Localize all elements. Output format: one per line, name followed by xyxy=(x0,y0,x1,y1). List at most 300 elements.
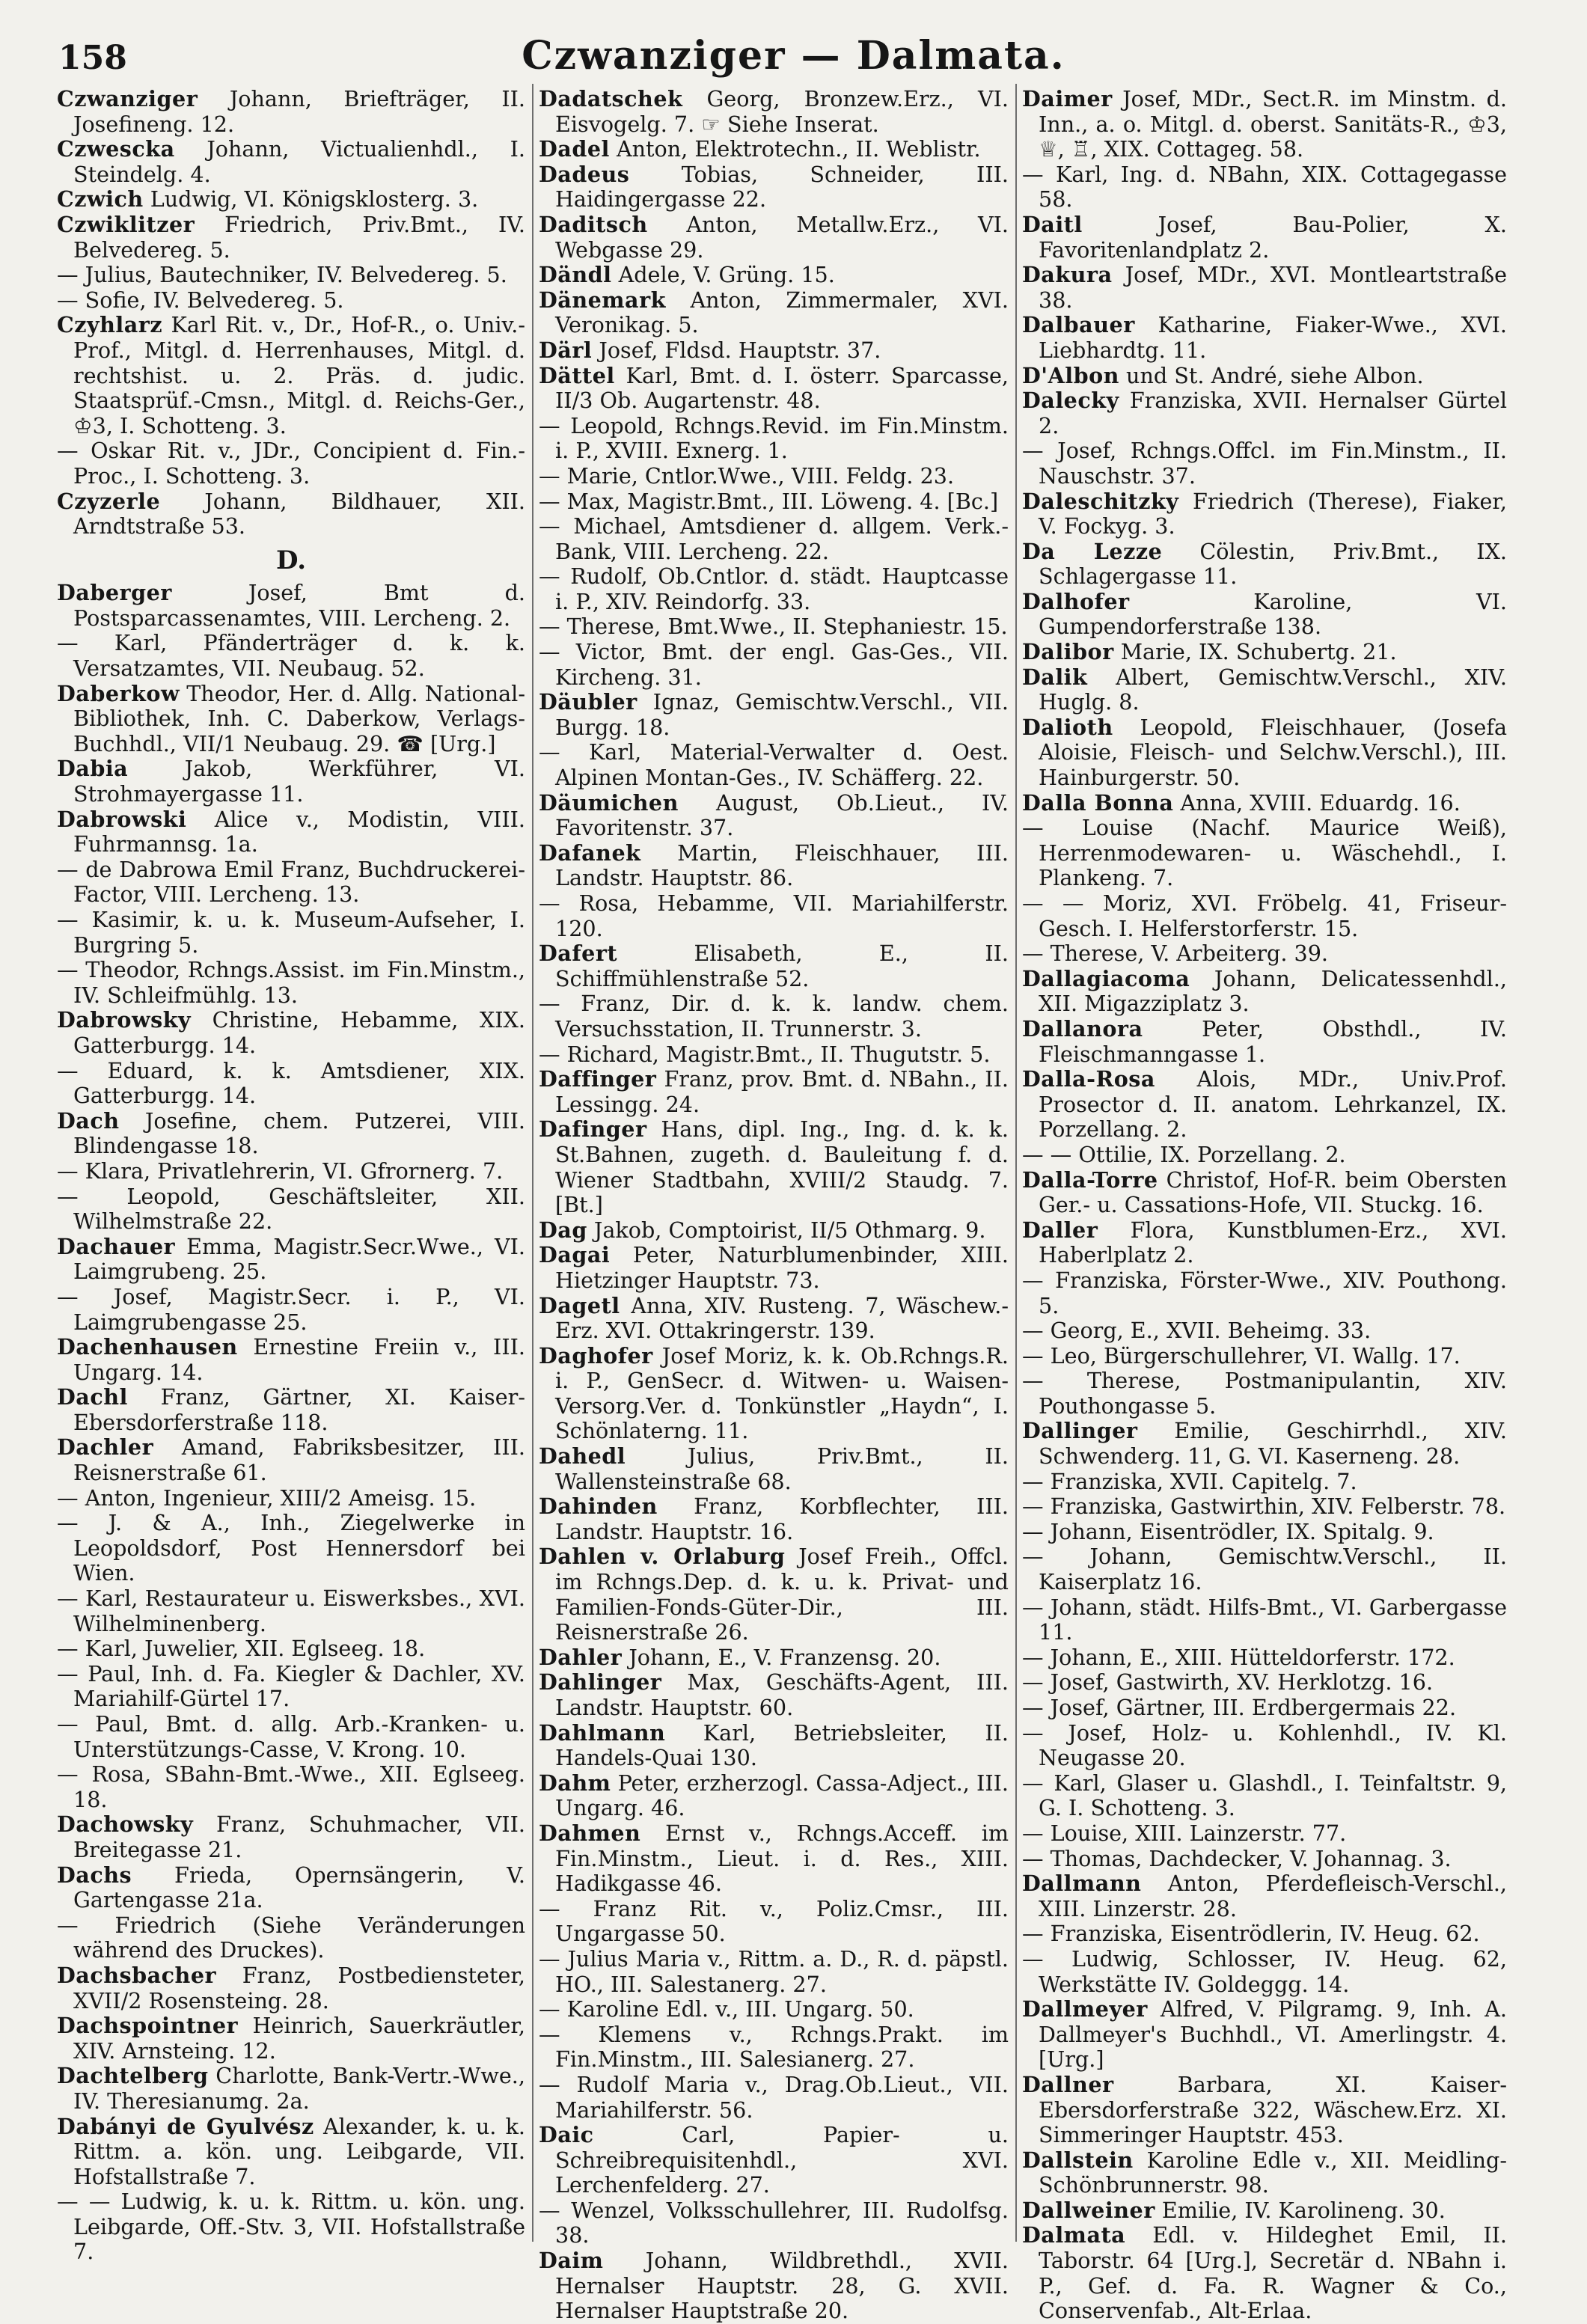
directory-entry xyxy=(539,1294,1009,1344)
entry-details: Franz, prov. Bmt. d. NBahn., II. Lessingg. 24. xyxy=(555,1066,1009,1117)
entry-details: — Leopold, Rchngs.Revid. im Fin.Minstm. i. P., XVIII. Exnerg. 1. xyxy=(539,412,1009,464)
entry-details: — Rudolf, Ob.Cntlor. d. städt. Hauptcasse i. P., XIV. Reindorfg. 33. xyxy=(539,563,1009,614)
entry-surname: Daghofer xyxy=(539,1342,653,1369)
entry-details: Emma, Magistr.Secr.Wwe., VI. Laimgrubeng. 25. xyxy=(73,1233,526,1285)
directory-entry xyxy=(539,841,1009,891)
entry-details: — Franziska, XVII. Capitelg. 7. xyxy=(1022,1468,1357,1494)
entry-details: — Therese, Bmt.Wwe., II. Stephaniestr. 15. xyxy=(539,614,1008,640)
directory-entry xyxy=(57,1636,525,1662)
entry-details: — Karl, Ing. d. NBahn, XIX. Cottagegasse 58. xyxy=(1022,161,1507,212)
entry-surname: Dändl xyxy=(539,262,612,288)
entry-details: — Johann, Gemischtw.Verschl., II. Kaiserplatz 16. xyxy=(1022,1544,1507,1595)
directory-entry xyxy=(1022,1494,1507,1520)
directory-entry xyxy=(1022,313,1507,363)
entry-details: Karoline Edle v., XII. Meidling-Schönbrunnerstr. 98. xyxy=(1039,2147,1507,2198)
directory-entry xyxy=(1022,87,1507,162)
entry-details: Georg, Bronzew.Erz., VI. Eisvogelg. 7. ☞ Siehe Inserat. xyxy=(555,86,1009,137)
directory-entry xyxy=(1022,388,1507,438)
entry-surname: Dafert xyxy=(539,941,618,967)
page-title: Czwanziger — Dalmata. xyxy=(522,33,1065,79)
directory-entry xyxy=(539,263,1009,288)
directory-entry xyxy=(57,1586,525,1636)
entry-surname: Dabrowski xyxy=(57,806,187,832)
entry-details: Katharine, Fiaker-Wwe., XVI. Liebhardtg. 11. xyxy=(1039,312,1507,363)
column-3 xyxy=(1022,86,1508,2324)
entry-details: — Franziska, Eisentrödlerin, IV. Heug. 62. xyxy=(1022,1921,1480,1947)
entry-details: Martin, Fleischhauer, III. Landstr. Hauptstr. 86. xyxy=(555,840,1009,891)
entry-details: Friedrich, Priv.Bmt., IV. Belvedereg. 5. xyxy=(73,211,526,263)
entry-surname: Dahedl xyxy=(539,1443,626,1470)
entry-details: Anna, XIV. Rusteng. 7, Wäschew.-Erz. XVI. Ottakringerstr. 139. xyxy=(555,1292,1009,1344)
entry-details: Hans, dipl. Ing., Ing. d. k. k. St.Bahnen, zugeth. d. Bauleitung f. d. Wiener Stadtbahn, XVIII/2 Staudg. 7. [Bt.] xyxy=(555,1116,1009,1218)
entry-details: Ludwig, VI. Königsklosterg. 3. xyxy=(150,186,479,212)
entry-surname: Daberger xyxy=(57,580,172,606)
entry-surname: Czwiklitzer xyxy=(57,211,195,237)
entry-details: — Louise, XIII. Lainzerstr. 77. xyxy=(1022,1820,1347,1846)
directory-entry xyxy=(1022,1821,1507,1847)
entry-details: — Kasimir, k. u. k. Museum-Aufseher, I. Burgring 5. xyxy=(57,907,525,958)
entry-surname: Dabányi de Gyulvész xyxy=(57,2113,314,2139)
entry-surname: Dänemark xyxy=(539,287,666,313)
directory-entry xyxy=(57,1963,525,2013)
entry-details: Max, Geschäfts-Agent, III. Landstr. Hauptstr. 60. xyxy=(555,1669,1009,1720)
entry-details: Flora, Kunstblumen-Erz., XVI. Haberlplatz 2. xyxy=(1039,1217,1507,1268)
entry-details: Johann, E., V. Franzensg. 20. xyxy=(629,1644,941,1670)
directory-entry xyxy=(1022,1544,1507,1594)
directory-entry xyxy=(57,1762,525,1812)
entry-details: — Josef, Holz- u. Kohlenhdl., IV. Kl. Neugasse 20. xyxy=(1022,1719,1507,1771)
entry-surname: Dalecky xyxy=(1022,388,1119,414)
entry-details: Cölestin, Priv.Bmt., IX. Schlagergasse 11. xyxy=(1039,538,1507,590)
entry-surname: Dachspointner xyxy=(57,2013,239,2039)
directory-entry xyxy=(1022,1520,1507,1545)
entry-surname: Dachauer xyxy=(57,1233,176,1259)
directory-entry xyxy=(539,740,1009,790)
entry-surname: Dahmen xyxy=(539,1820,641,1846)
entry-details: — Wenzel, Volksschullehrer, III. Rudolfsg. 38. xyxy=(539,2197,1009,2248)
entry-surname: Dagai xyxy=(539,1242,611,1268)
entry-details: Ernestine Freiin v., III. Ungarg. 14. xyxy=(73,1334,526,1385)
entry-surname: Dallstein xyxy=(1022,2147,1134,2173)
directory-entry xyxy=(539,514,1009,564)
entry-details: — Leo, Bürgerschullehrer, VI. Wallg. 17. xyxy=(1022,1342,1461,1369)
directory-entry xyxy=(539,1997,1009,2022)
entry-surname: Czwescka xyxy=(57,136,175,162)
directory-entry xyxy=(1022,489,1507,539)
entry-surname: Dabrowsky xyxy=(57,1007,192,1033)
directory-entry xyxy=(57,87,525,137)
directory-entry xyxy=(57,1385,525,1435)
directory-entry xyxy=(57,438,525,489)
entry-details: Franz, Gärtner, XI. Kaiser-Ebersdorferstraße 118. xyxy=(73,1384,525,1435)
entry-surname: Därl xyxy=(539,337,593,363)
entry-details: Karoline, VI. Gumpendorferstraße 138. xyxy=(1039,588,1507,640)
directory-entry xyxy=(1022,2198,1507,2224)
directory-entry xyxy=(539,1243,1009,1293)
directory-entry xyxy=(57,1059,525,1109)
entry-details: Peter, Obsthdl., IV. Fleischmanngasse 1. xyxy=(1039,1015,1507,1067)
directory-entry xyxy=(57,1109,525,1159)
directory-entry xyxy=(57,807,525,857)
entry-surname: Dagetl xyxy=(539,1292,620,1318)
directory-entry xyxy=(1022,539,1507,590)
entry-surname: Dallmeyer xyxy=(1022,1996,1148,2022)
directory-entry xyxy=(1022,665,1507,715)
directory-entry xyxy=(1022,1470,1507,1495)
directory-entry xyxy=(539,941,1009,991)
directory-entry xyxy=(57,1486,525,1511)
entry-details: Christof, Hof-R. beim Obersten Ger.- u. Cassations-Hofe, VII. Stuckg. 16. xyxy=(1039,1166,1507,1218)
entry-details: — Rosa, SBahn-Bmt.-Wwe., XII. Eglseeg. 18. xyxy=(57,1761,525,1812)
directory-entry xyxy=(1022,2073,1507,2148)
entry-surname: Dachtelberg xyxy=(57,2063,209,2089)
entry-details: Johann, Victualienhdl., I. Steindelg. 4. xyxy=(73,136,525,187)
directory-entry xyxy=(57,1662,525,1712)
directory-entry xyxy=(1022,1847,1507,1872)
directory-entry xyxy=(539,690,1009,740)
entry-surname: Daberkow xyxy=(57,680,180,706)
directory-entry xyxy=(1022,162,1507,212)
entry-details: — Johann, städt. Hilfs-Bmt., VI. Garbergasse 11. xyxy=(1022,1594,1507,1645)
directory-entry xyxy=(57,1435,525,1485)
entry-surname: Dalibor xyxy=(1022,639,1114,665)
page-number: 158 xyxy=(58,39,127,77)
directory-entry xyxy=(57,1235,525,1285)
directory-entry xyxy=(1022,640,1507,665)
entry-details: — Karl, Material-Verwalter d. Oest. Alpinen Montan-Ges., IV. Schäfferg. 22. xyxy=(539,739,1009,791)
entry-surname: Dallweiner xyxy=(1022,2197,1155,2223)
entry-details: Alice v., Modistin, VIII. Fuhrmannsg. 1a. xyxy=(73,806,525,857)
directory-entry xyxy=(1022,1218,1507,1268)
directory-entry xyxy=(57,313,525,438)
entry-details: Josef, Fldsd. Hauptstr. 37. xyxy=(599,337,881,363)
entry-surname: Daditsch xyxy=(539,211,648,237)
entry-details: Christine, Hebamme, XIX. Gatterburgg. 14. xyxy=(73,1007,525,1058)
directory-entry xyxy=(1022,438,1507,489)
directory-entry xyxy=(1022,2223,1507,2323)
entry-details: Johann, Bildhauer, XII. Arndtstraße 53. xyxy=(73,488,526,539)
entry-surname: Dallner xyxy=(1022,2071,1114,2097)
entry-details: Adele, V. Grüng. 15. xyxy=(618,262,835,288)
entry-details: Josef Freih., Offcl. im Rchngs.Dep. d. k. u. k. Privat- und Familien-Fonds-Güter-Dir., III. Reisnerstraße 26. xyxy=(555,1544,1009,1645)
entry-details: Karl, Bmt. d. I. österr. Sparcasse, II/3 Ob. Augartenstr. 48. xyxy=(555,362,1009,414)
directory-entry xyxy=(1022,1871,1507,1921)
entry-details: Friedrich (Therese), Fiaker, V. Fockyg. 3. xyxy=(1039,488,1507,539)
entry-details: Edl. v. Hildeghet Emil, II. Taborstr. 64 [Urg.], Secretär d. NBahn i. P., Gef. d. Fa. R. Wagner & Co., Conservenfab., Alt-Erlaa. xyxy=(1039,2222,1507,2324)
entry-details: Franziska, XVII. Hernalser Gürtel 2. xyxy=(1039,388,1508,438)
entry-details: Johann, Delicatessenhdl., XII. Migazziplatz 3. xyxy=(1039,965,1507,1017)
entry-details: Amand, Fabriksbesitzer, III. Reisnerstraße 61. xyxy=(73,1434,525,1486)
directory-entry xyxy=(57,1863,525,1913)
entry-surname: Däubler xyxy=(539,689,637,715)
entry-surname: Dafinger xyxy=(539,1116,647,1143)
directory-entry xyxy=(1022,1595,1507,1645)
directory-entry xyxy=(539,614,1009,640)
entry-surname: Dättel xyxy=(539,362,615,388)
entry-details: Leopold, Fleischhauer, (Josefa Aloisie, Fleisch- und Selchw.Verschl.), III. Hainburgerstr. 50. xyxy=(1039,714,1507,791)
entry-surname: Daimer xyxy=(1022,86,1113,111)
entry-details: Franz, Schuhmacher, VII. Breitegasse 21. xyxy=(73,1811,525,1862)
directory-entry xyxy=(1022,1318,1507,1344)
directory-entry xyxy=(539,1544,1009,1645)
entry-details: Tobias, Schneider, III. Haidingergasse 22. xyxy=(555,161,1009,212)
entry-details: Frieda, Opernsängerin, V. Gartengasse 21a. xyxy=(73,1862,526,1913)
directory-entry xyxy=(57,1913,525,1963)
entry-surname: Dachsbacher xyxy=(57,1962,217,1988)
entry-details: Josef, MDr., Sect.R. im Minstm. d. Inn., a. o. Mitgl. d. oberst. Sanitäts-R., ♔3, ♕, ♖, XIX. Cottageg. 58. xyxy=(1039,86,1507,162)
entry-surname: Daim xyxy=(539,2248,604,2274)
entry-details: Theodor, Her. d. Allg. National-Bibliothek, Inh. C. Daberkow, Verlags-Buchhdl., VII/1 Neubaug. 29. ☎ [Urg.] xyxy=(73,680,525,756)
entry-surname: Dalioth xyxy=(1022,714,1113,740)
entry-details: — Richard, Magistr.Bmt., II. Thugutstr. 5. xyxy=(539,1041,991,1067)
entry-details: — Friedrich (Siehe Veränderungen während des Druckes). xyxy=(57,1912,525,1963)
entry-details: — Josef, Rchngs.Offcl. im Fin.Minstm., II. Nauschstr. 37. xyxy=(1022,438,1507,489)
entry-details: Emilie, IV. Karolineng. 30. xyxy=(1161,2197,1446,2223)
entry-details: Alois, MDr., Univ.Prof. Prosector d. II. anatom. Lehrkanzel, IX. Porzellang. 2. xyxy=(1039,1066,1508,1143)
directory-entry xyxy=(539,1670,1009,1720)
entry-details: August, Ob.Lieut., IV. Favoritenstr. 37. xyxy=(555,789,1009,841)
entry-surname: Dach xyxy=(57,1107,120,1134)
directory-entry xyxy=(57,1008,525,1058)
entry-details: Julius, Priv.Bmt., II. Wallensteinstraße 68. xyxy=(555,1443,1009,1494)
entry-details: — Theodor, Rchngs.Assist. im Fin.Minstm., IV. Schleifmühlg. 13. xyxy=(57,957,525,1008)
directory-entry xyxy=(539,1897,1009,1947)
directory-entry xyxy=(57,2064,525,2114)
directory-entry xyxy=(1022,1143,1507,1168)
entry-surname: Czyhlarz xyxy=(57,312,163,338)
entry-surname: D'Albon xyxy=(1022,362,1119,388)
entry-details: Anna, XVIII. Eduardg. 16. xyxy=(1180,789,1461,816)
entry-details: Johann, Wildbrethdl., XVII. Hernalser Hauptstr. 28, G. XVII. Hernalser Hauptstraße 20. xyxy=(555,2248,1009,2324)
entry-details: — Franz, Dir. d. k. k. landw. chem. Versuchsstation, II. Trunnerstr. 3. xyxy=(539,991,1009,1042)
entry-details: — — Ottilie, IX. Porzellang. 2. xyxy=(1022,1141,1346,1167)
directory-entry xyxy=(1022,1017,1507,1067)
entry-details: Alexander, k. u. k. Rittm. a. kön. ung. Leibgarde, VII. Hofstallstraße 7. xyxy=(73,2113,526,2189)
directory-entry xyxy=(539,1494,1009,1544)
entry-details: — Victor, Bmt. der engl. Gas-Ges., VII. Kircheng. 31. xyxy=(539,639,1009,690)
entry-details: — Franz Rit. v., Poliz.Cmsr., III. Ungargasse 50. xyxy=(539,1895,1009,1947)
directory-entry xyxy=(1022,263,1507,313)
directory-entry xyxy=(539,2248,1009,2324)
entry-details: — Karoline Edl. v., III. Ungarg. 50. xyxy=(539,1996,914,2022)
directory-entry xyxy=(539,1117,1009,1217)
directory-entry xyxy=(539,288,1009,338)
directory-entry xyxy=(57,1335,525,1385)
directory-entry xyxy=(539,364,1009,414)
entry-surname: Dalik xyxy=(1022,664,1088,690)
directory-entry xyxy=(57,908,525,958)
directory-entry xyxy=(1022,1268,1507,1318)
directory-entry xyxy=(539,1344,1009,1444)
directory-entry xyxy=(57,857,525,908)
column-1 xyxy=(57,86,526,2265)
entry-details: Josef Moriz, k. k. Ob.Rchngs.R. i. P., GenSecr. d. Witwen- u. Waisen-Versorg.Ver. d. Tonkünstler „Haydn“, I. Schönlaterng. 11. xyxy=(555,1342,1009,1444)
entry-details: Ernst v., Rchngs.Acceff. im Fin.Minstm., Lieut. i. d. Res., XIII. Hadikgasse 46. xyxy=(555,1820,1009,1897)
entry-details: — — Moriz, XVI. Fröbelg. 41, Friseur-Gesch. I. Helferstorferstr. 15. xyxy=(1022,890,1507,941)
directory-entry xyxy=(539,2022,1009,2073)
entry-surname: Czwich xyxy=(57,186,144,212)
entry-surname: Dadel xyxy=(539,136,610,162)
directory-entry xyxy=(1022,1168,1507,1218)
directory-entry xyxy=(539,1218,1009,1244)
directory-entry xyxy=(539,791,1009,841)
directory-entry xyxy=(539,1947,1009,1997)
entry-details: Emilie, Geschirrhdl., XIV. Schwenderg. 11, G. VI. Kaserneng. 28. xyxy=(1039,1418,1507,1470)
entry-details: Karl, Betriebsleiter, II. Handels-Quai 130. xyxy=(555,1719,1009,1771)
directory-entry xyxy=(1022,715,1507,791)
entry-surname: Dallagiacoma xyxy=(1022,965,1190,991)
entry-details: — Karl, Juwelier, XII. Eglseeg. 18. xyxy=(57,1636,426,1662)
entry-surname: Dalla Bonna xyxy=(1022,789,1174,816)
directory-entry xyxy=(539,414,1009,464)
entry-details: Anton, Metallw.Erz., VI. Webgasse 29. xyxy=(555,211,1009,263)
entry-details: Franz, Korbflechter, III. Landstr. Hauptstr. 16. xyxy=(555,1493,1009,1544)
directory-entry xyxy=(57,1184,525,1235)
entry-surname: Dadeus xyxy=(539,161,630,187)
directory-entry xyxy=(1022,1947,1507,1997)
entry-details: — J. & A., Inh., Ziegelwerke in Leopoldsdorf, Post Hennersdorf bei Wien. xyxy=(57,1510,525,1586)
entry-details: Karl Rit. v., Dr., Hof-R., o. Univ.-Prof., Mitgl. d. Herrenhauses, Mitgl. d. rechtshist. u. 2. Präs. d. judic. Staatsprüf.-Cmsn., Mitgl. d. Reichs-Ger., ♔3, I. Schotteng. 3. xyxy=(73,312,525,438)
directory-entry xyxy=(57,1511,525,1586)
directory-entry xyxy=(1022,1721,1507,1771)
entry-details: — Karl, Restaurateur u. Eiswerksbes., XVI. Wilhelminenberg. xyxy=(57,1585,525,1636)
column-divider xyxy=(1015,84,1017,2242)
directory-entry xyxy=(1022,590,1507,640)
entry-details: — Georg, E., XVII. Beheimg. 33. xyxy=(1022,1318,1372,1344)
entry-surname: Dahlinger xyxy=(539,1669,662,1695)
directory-entry xyxy=(539,162,1009,212)
entry-details: Heinrich, Sauerkräutler, XIV. Arnsteing. 12. xyxy=(73,2013,525,2064)
entry-details: — Klara, Privatlehrerin, VI. Gfrornerg. 7. xyxy=(57,1158,504,1184)
entry-details: Johann, Briefträger, II. Josefineng. 12. xyxy=(73,86,526,137)
entry-surname: Däumichen xyxy=(539,789,679,816)
directory-entry xyxy=(57,2013,525,2064)
entry-surname: Dallanora xyxy=(1022,1015,1143,1042)
entry-surname: Czwanziger xyxy=(57,86,198,111)
directory-entry xyxy=(539,464,1009,489)
entry-details: Carl, Papier- u. Schreibrequisitenhdl., XVI. Lerchenfelderg. 27. xyxy=(555,2122,1009,2198)
entry-surname: Dahm xyxy=(539,1770,611,1796)
directory-entry xyxy=(57,581,525,631)
entry-surname: Dabia xyxy=(57,756,129,782)
directory-entry xyxy=(1022,1344,1507,1369)
entry-details: — Therese, Postmanipulantin, XIV. Pouthongasse 5. xyxy=(1022,1368,1507,1419)
directory-entry xyxy=(1022,791,1507,816)
directory-entry xyxy=(539,991,1009,1042)
directory-entry xyxy=(539,489,1009,515)
directory-entry xyxy=(57,489,525,539)
entry-surname: Dadatschek xyxy=(539,86,683,111)
entry-details: — Klemens v., Rchngs.Prakt. im Fin.Minstm., III. Salesianerg. 27. xyxy=(539,2021,1009,2073)
entry-details: — Karl, Glaser u. Glashdl., I. Teinfaltstr. 9, G. I. Schotteng. 3. xyxy=(1022,1770,1507,1821)
entry-details: Elisabeth, E., II. Schiffmühlenstraße 52. xyxy=(555,941,1009,991)
entry-surname: Czyzerle xyxy=(57,488,161,514)
directory-entry xyxy=(1022,941,1507,967)
directory-entry xyxy=(1022,1771,1507,1821)
directory-entry xyxy=(57,2189,525,2265)
directory-entry xyxy=(539,1444,1009,1494)
entry-details: — — Ludwig, k. u. k. Rittm. u. kön. ung. Leibgarde, Off.-Stv. 3, VII. Hofstallstraße 7. xyxy=(57,2189,525,2265)
entry-surname: Dalhofer xyxy=(1022,588,1130,614)
entry-details: Charlotte, Bank-Vertr.-Wwe., IV. Theresianumg. 2a. xyxy=(73,2063,525,2114)
entry-details: Josef, Bau-Polier, X. Favoritenlandplatz 2. xyxy=(1039,211,1508,263)
entry-surname: Da Lezze xyxy=(1022,538,1163,564)
entry-details: und St. André, siehe Albon. xyxy=(1126,362,1424,388)
entry-surname: Dallinger xyxy=(1022,1418,1138,1444)
directory-entry xyxy=(57,288,525,314)
entry-surname: Dachowsky xyxy=(57,1811,194,1838)
entry-details: — Therese, V. Arbeiterg. 39. xyxy=(1022,941,1329,967)
directory-entry xyxy=(539,2198,1009,2248)
directory-entry xyxy=(1022,816,1507,891)
section-heading: D. xyxy=(275,545,307,575)
entry-details: Albert, Gemischtw.Verschl., XIV. Huglg. 8. xyxy=(1039,664,1507,715)
entry-details: — Josef, Gärtner, III. Erdbergermais 22. xyxy=(1022,1695,1457,1720)
directory-entry xyxy=(57,756,525,807)
entry-details: Franz, Postbediensteter, XVII/2 Rosensteing. 28. xyxy=(73,1962,525,2013)
directory-entry xyxy=(1022,364,1507,389)
entry-details: — Anton, Ingenieur, XIII/2 Ameisg. 15. xyxy=(57,1484,477,1511)
directory-entry xyxy=(1022,891,1507,941)
entry-surname: Dahler xyxy=(539,1644,623,1670)
column-2 xyxy=(539,86,1009,2324)
entry-details: — Leopold, Geschäftsleiter, XII. Wilhelmstraße 22. xyxy=(57,1183,525,1235)
entry-details: Josef, Bmt d. Postsparcassenamtes, VIII. Lercheng. 2. xyxy=(73,580,525,631)
entry-details: — Michael, Amtsdiener d. allgem. Verk.-Bank, VIII. Lercheng. 22. xyxy=(539,513,1009,564)
entry-surname: Dalmata xyxy=(1022,2222,1126,2248)
directory-entry xyxy=(57,137,525,187)
directory-entry xyxy=(539,640,1009,690)
entry-details: — Thomas, Dachdecker, V. Johannag. 3. xyxy=(1022,1845,1452,1871)
entry-details: — Johann, E., XIII. Hütteldorferstr. 172. xyxy=(1022,1644,1455,1670)
directory-entry xyxy=(1022,1645,1507,1671)
entry-surname: Dafanek xyxy=(539,840,641,866)
directory-entry xyxy=(1022,967,1507,1017)
directory-entry xyxy=(1022,1419,1507,1469)
entry-details: — Karl, Pfänderträger d. k. k. Versatzamtes, VII. Neubaug. 52. xyxy=(57,630,525,682)
entry-surname: Dalla-Torre xyxy=(1022,1166,1158,1193)
entry-details: — Franziska, Gastwirthin, XIV. Felberstr. 78. xyxy=(1022,1493,1506,1520)
directory-entry xyxy=(57,2114,525,2190)
directory-entry xyxy=(1022,2148,1507,2198)
directory-entry xyxy=(1022,1670,1507,1695)
entry-details: — Paul, Inh. d. Fa. Kiegler & Dachler, XV. Mariahilf-Gürtel 17. xyxy=(57,1660,525,1712)
entry-details: — Eduard, k. k. Amtsdiener, XIX. Gatterburgg. 14. xyxy=(57,1057,525,1109)
entry-details: — Marie, Cntlor.Wwe., VIII. Feldg. 23. xyxy=(539,462,955,489)
directory-entry xyxy=(1022,1369,1507,1419)
entry-details: — Julius Maria v., Rittm. a. D., R. d. päpstl. HO., III. Salestanerg. 27. xyxy=(539,1945,1009,1997)
directory-entry xyxy=(539,338,1009,364)
column-divider xyxy=(532,84,533,2242)
entry-surname: Dahinden xyxy=(539,1493,658,1520)
directory-entry xyxy=(539,137,1009,162)
entry-details: Peter, erzherzogl. Cassa-Adject., III. Ungarg. 46. xyxy=(555,1770,1009,1821)
directory-entry xyxy=(1022,212,1507,263)
entry-surname: Dag xyxy=(539,1217,587,1243)
directory-entry xyxy=(539,87,1009,137)
entry-details: Jakob, Comptoirist, II/5 Othmarg. 9. xyxy=(593,1217,986,1243)
directory-entry xyxy=(539,2073,1009,2123)
entry-details: Marie, IX. Schubertg. 21. xyxy=(1120,639,1397,665)
directory-entry xyxy=(57,1712,525,1762)
entry-details: Josefine, chem. Putzerei, VIII. Blindengasse 18. xyxy=(73,1107,525,1159)
entry-details: Alfred, V. Pilgramg. 9, Inh. A. Dallmeyer's Buchhdl., VI. Amerlingstr. 4. [Urg.] xyxy=(1039,1996,1508,2073)
entry-surname: Daleschitzky xyxy=(1022,488,1179,514)
entry-details: — de Dabrowa Emil Franz, Buchdruckerei-Factor, VIII. Lercheng. 13. xyxy=(57,856,525,908)
directory-entry xyxy=(57,1159,525,1184)
entry-surname: Dachler xyxy=(57,1434,154,1461)
entry-details: — Franziska, Förster-Wwe., XIV. Pouthong. 5. xyxy=(1022,1267,1507,1318)
